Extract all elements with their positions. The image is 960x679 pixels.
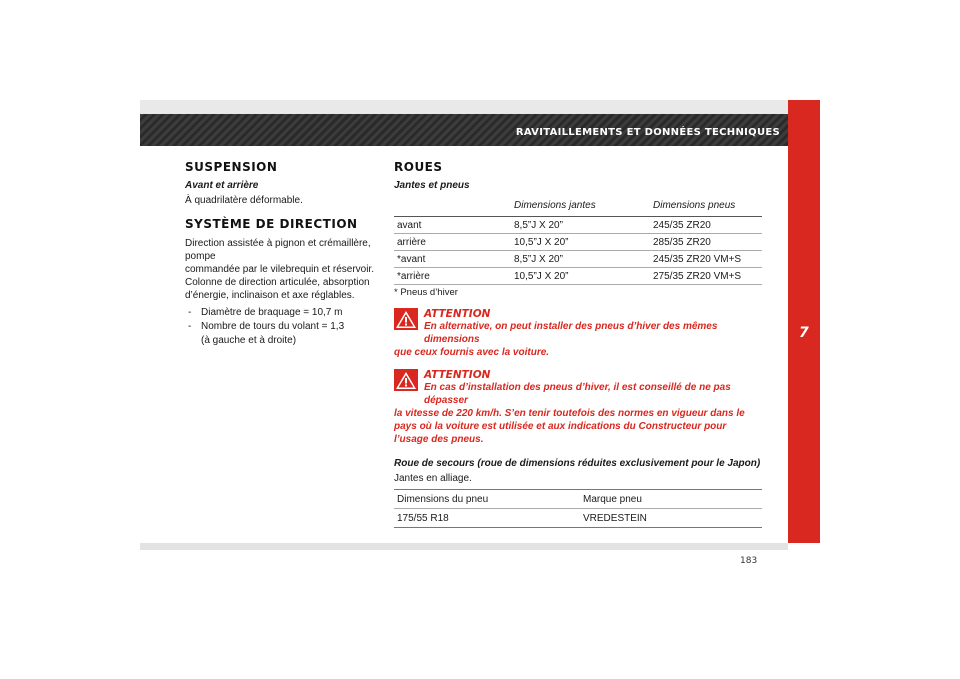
page-number: 183	[740, 556, 758, 566]
table-row: *avant 8,5”J X 20” 245/35 ZR20 VM+S	[394, 251, 762, 268]
table-row: 175/55 R18 VREDESTEIN	[394, 509, 762, 528]
warning-triangle-icon	[394, 369, 418, 391]
steering-list	[185, 306, 375, 334]
bottom-band	[140, 543, 788, 550]
warning-text: En cas d’installation des pneus d’hiver, il est conseillé de ne pas dépasser la vitesse de 220 km/h. S’en tenir toutefois des normes en vigueur dans le pays où la voiture est utilisée et aux indications du Constructeur pour l’usage des pneus.	[394, 382, 745, 445]
list-item: - Nombre de tours du volant = 1,3	[188, 321, 345, 332]
section-title: RAVITAILLEMENTS ET DONNÉES TECHNIQUES	[515, 127, 780, 138]
chapter-number: 7	[799, 325, 809, 341]
chapter-tab	[788, 100, 820, 543]
spare-table	[394, 489, 762, 528]
wheels-subheading: Jantes et pneus	[394, 180, 470, 191]
steering-line: Direction assistée à pignon et crémaillère, pompe	[185, 238, 371, 262]
suspension-text: À quadrilatère déformable.	[185, 195, 303, 206]
table-row: arrière 10,5”J X 20” 285/35 ZR20	[394, 234, 762, 251]
table-header-row: Dimensions du pneu Marque pneu	[394, 490, 762, 509]
warning-block	[394, 369, 762, 446]
warning-block	[394, 308, 762, 359]
steering-line: d’énergie, inclinaison et axe réglables.	[185, 290, 355, 301]
spare-subheading: Roue de secours (roue de dimensions réduites exclusivement pour le Japon)	[394, 458, 761, 469]
list-item: - Diamètre de braquage = 10,7 m	[188, 307, 343, 318]
suspension-subheading: Avant et arrière	[185, 180, 259, 191]
table-row: avant 8,5”J X 20” 245/35 ZR20	[394, 217, 762, 234]
warning-text: En alternative, on peut installer des pneus d’hiver des mêmes dimensions que ceux fournis avec la voiture.	[394, 321, 718, 358]
right-column	[394, 160, 762, 528]
spare-text: Jantes en alliage.	[394, 473, 472, 484]
wheels-table	[394, 194, 762, 285]
warning-title: ATTENTION	[424, 308, 491, 320]
steering-line: Colonne de direction articulée, absorption	[185, 277, 370, 288]
table-row: *arrière 10,5”J X 20” 275/35 ZR20 VM+S	[394, 268, 762, 285]
warning-title: ATTENTION	[424, 369, 491, 381]
steering-item-note: (à gauche et à droite)	[201, 335, 297, 346]
wheels-footnote: * Pneus d’hiver	[394, 287, 458, 298]
warning-triangle-icon	[394, 308, 418, 330]
top-band-light	[140, 100, 788, 114]
table-header-row: Dimensions jantes Dimensions pneus	[394, 194, 762, 217]
wheels-heading: ROUES	[394, 160, 443, 174]
steering-heading: SYSTÈME DE DIRECTION	[185, 217, 358, 231]
steering-line: commandée par le vilebrequin et réservoir.	[185, 264, 374, 275]
left-column	[185, 160, 375, 348]
suspension-heading: SUSPENSION	[185, 160, 278, 174]
